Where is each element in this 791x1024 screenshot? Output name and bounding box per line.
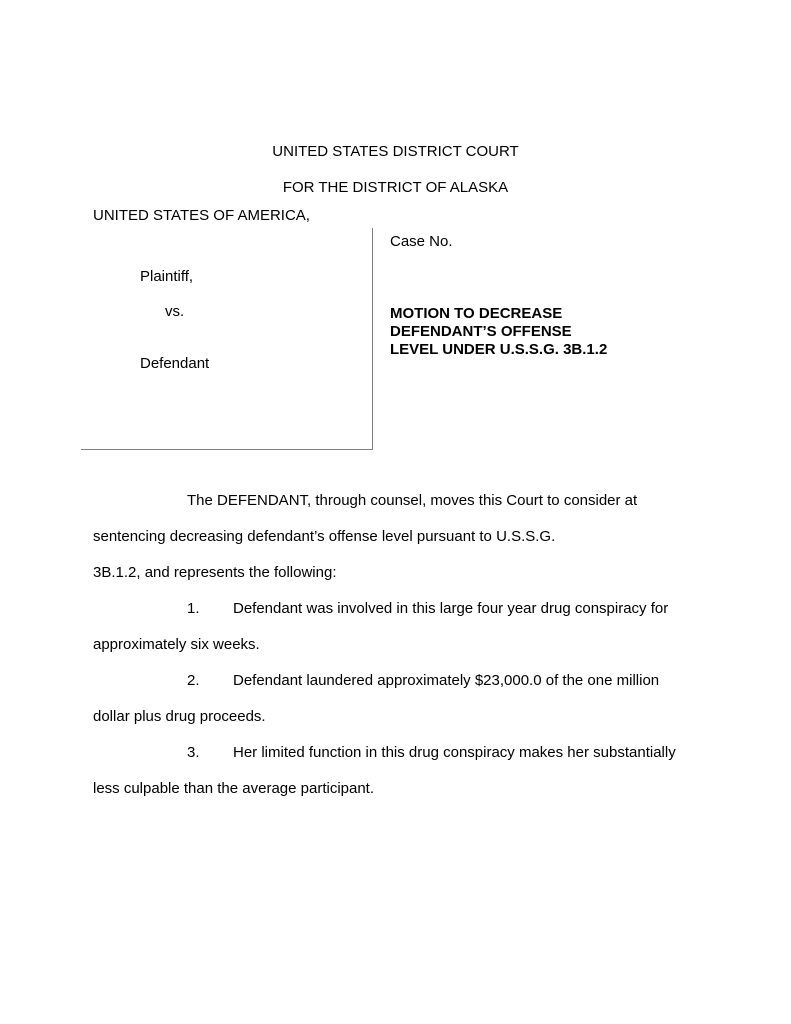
item-2-text: Defendant laundered approximately $23,000.0 of the one million	[233, 672, 660, 689]
caption-horizontal-rule	[81, 449, 373, 450]
versus-label: vs.	[165, 303, 185, 320]
item-3-continuation: less culpable than the average participant.	[93, 780, 375, 797]
plaintiff-name: UNITED STATES OF AMERICA,	[93, 207, 310, 224]
item-1-number: 1.	[187, 600, 200, 617]
case-number-label: Case No.	[390, 233, 453, 250]
intro-line-3: 3B.1.2, and represents the following:	[93, 564, 337, 581]
item-1-text: Defendant was involved in this large four year drug conspiracy for	[233, 600, 669, 617]
item-2-continuation: dollar plus drug proceeds.	[93, 708, 266, 725]
intro-line-2: sentencing decreasing defendant’s offense level pursuant to U.S.S.G.	[93, 528, 556, 545]
item-2-number: 2.	[187, 672, 200, 689]
motion-title-line-3: LEVEL UNDER U.S.S.G. 3B.1.2	[390, 341, 608, 358]
intro-line-1: The DEFENDANT, through counsel, moves this Court to consider at	[187, 492, 638, 509]
plaintiff-label: Plaintiff,	[140, 268, 194, 285]
defendant-label: Defendant	[140, 355, 210, 372]
caption-vertical-rule	[372, 228, 373, 450]
item-3-text: Her limited function in this drug conspiracy makes her substantially	[233, 744, 676, 761]
item-1-continuation: approximately six weeks.	[93, 636, 260, 653]
motion-title-line-2: DEFENDANT’S OFFENSE	[390, 323, 572, 340]
court-name: UNITED STATES DISTRICT COURT	[272, 143, 519, 160]
item-3-number: 3.	[187, 744, 200, 761]
court-district: FOR THE DISTRICT OF ALASKA	[282, 179, 509, 196]
motion-title-line-1: MOTION TO DECREASE	[390, 305, 563, 322]
